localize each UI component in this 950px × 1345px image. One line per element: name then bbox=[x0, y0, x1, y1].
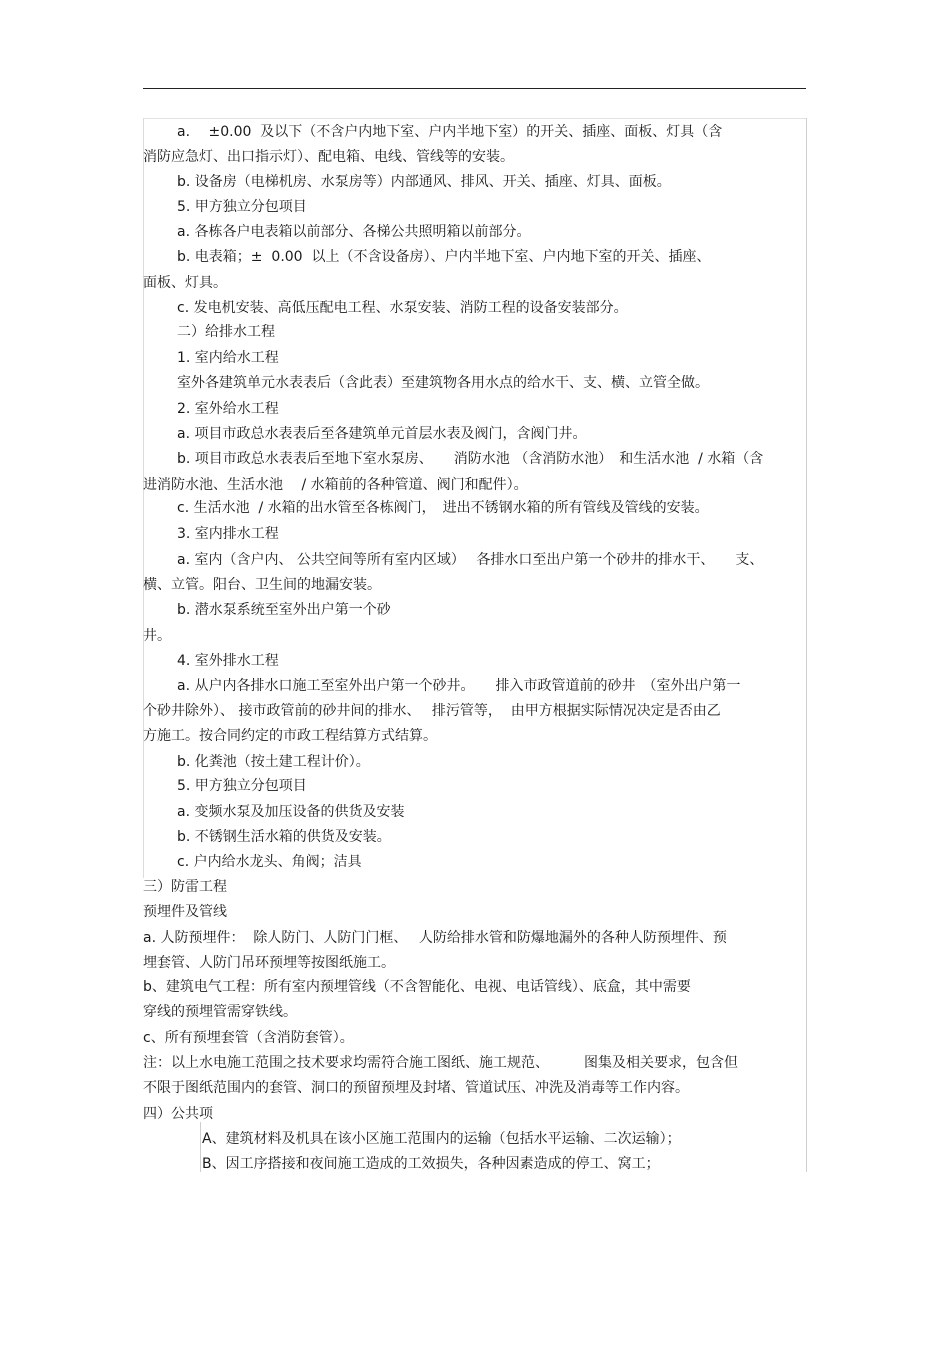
text-line: c. 生活水池 / 水箱的出水管至各栋阀门， 进出不锈钢水箱的所有管线及管线的安装。 bbox=[177, 500, 709, 516]
text-line: 穿线的预埋管需穿铁线。 bbox=[143, 1004, 297, 1020]
text-line: a. 项目市政总水表表后至各建筑单元首层水表及阀门，含阀门井。 bbox=[177, 426, 587, 442]
text-line: 5. 甲方独立分包项目 bbox=[177, 199, 307, 215]
text-line: 消防应急灯、出口指示灯）、配电箱、电线、管线等的安装。 bbox=[143, 149, 514, 165]
frame-right bbox=[806, 118, 807, 1172]
text-line: A、建筑材料及机具在该小区施工范围内的运输（包括水平运输、二次运输）； bbox=[202, 1131, 681, 1147]
text-line: 5. 甲方独立分包项目 bbox=[177, 778, 307, 794]
text-line: b. 电表箱；± 0.00 以上（不含设备房）、户内半地下室、户内地下室的开关、插座、 bbox=[177, 249, 711, 265]
text-line: a. 人防预埋件： 除人防门、人防门门框、 人防给排水管和防爆地漏外的各种人防预埋件、预 bbox=[143, 930, 727, 946]
text-line: 井。 bbox=[143, 628, 171, 644]
text-line: 2. 室外给水工程 bbox=[177, 401, 279, 417]
text-line: b. 潜水泵系统至室外出户第一个砂 bbox=[177, 602, 391, 618]
text-line: b. 不锈钢生活水箱的供货及安装。 bbox=[177, 829, 391, 845]
text-line: 三）防雷工程 bbox=[143, 879, 227, 895]
text-line: a. 从户内各排水口施工至室外出户第一个砂井。 排入市政管道前的砂井 （室外出户第一 bbox=[177, 678, 741, 694]
text-line: a. 各栋各户电表箱以前部分、各梯公共照明箱以前部分。 bbox=[177, 224, 531, 240]
text-line: b、建筑电气工程：所有室内预埋管线（不含智能化、电视、电话管线）、底盒，其中需要 bbox=[143, 979, 691, 995]
text-line: a. ±0.00 及以下（不含户内地下室、户内半地下室）的开关、插座、面板、灯具（含 bbox=[177, 124, 723, 140]
text-line: 横、立管。阳台、卫生间的地漏安装。 bbox=[143, 577, 381, 593]
text-line: c. 发电机安装、高低压配电工程、水泵安装、消防工程的设备安装部分。 bbox=[177, 300, 628, 316]
text-line: 方施工。按合同约定的市政工程结算方式结算。 bbox=[143, 728, 437, 744]
text-line: a. 变频水泵及加压设备的供货及安装 bbox=[177, 804, 405, 820]
text-line: 个砂井除外）、 接市政管前的砂井间的排水、 排污管等， 由甲方根据实际情况决定是否由乙 bbox=[143, 703, 721, 719]
frame-left-lower bbox=[200, 1122, 201, 1172]
header-rule bbox=[143, 88, 806, 89]
text-line: c. 户内给水龙头、角阀；洁具 bbox=[177, 854, 362, 870]
text-line: 四）公共项 bbox=[143, 1106, 213, 1122]
text-line: 进消防水池、生活水池 / 水箱前的各种管道、阀门和配件）。 bbox=[143, 477, 528, 493]
text-line: c、所有预埋套管（含消防套管）。 bbox=[143, 1030, 354, 1046]
frame-top bbox=[143, 118, 806, 119]
text-line: 预埋件及管线 bbox=[143, 904, 227, 920]
text-line: 注：以上水电施工范围之技术要求均需符合施工图纸、施工规范、 图集及相关要求，包含但 bbox=[143, 1055, 738, 1071]
text-line: 室外各建筑单元水表表后（含此表）至建筑物各用水点的给水干、支、横、立管全做。 bbox=[177, 375, 709, 391]
text-line: 不限于图纸范围内的套管、洞口的预留预埋及封堵、管道试压、冲洗及消毒等工作内容。 bbox=[143, 1080, 689, 1096]
frame-left bbox=[143, 118, 144, 878]
text-line: 埋套管、人防门吊环预埋等按图纸施工。 bbox=[143, 955, 395, 971]
text-line: a. 室内（含户内、 公共空间等所有室内区域） 各排水口至出户第一个砂井的排水干、 支、 bbox=[177, 552, 764, 568]
text-line: 4. 室外排水工程 bbox=[177, 653, 279, 669]
text-line: 1. 室内给水工程 bbox=[177, 350, 279, 366]
text-line: 二）给排水工程 bbox=[177, 324, 275, 340]
text-line: b. 设备房（电梯机房、水泵房等）内部通风、排风、开关、插座、灯具、面板。 bbox=[177, 174, 671, 190]
text-line: 3. 室内排水工程 bbox=[177, 526, 279, 542]
text-line: 面板、灯具。 bbox=[143, 275, 227, 291]
text-line: b. 化粪池（按土建工程计价）。 bbox=[177, 754, 370, 770]
text-line: B、因工序搭接和夜间施工造成的工效损失，各种因素造成的停工、窝工； bbox=[202, 1156, 660, 1172]
text-line: b. 项目市政总水表表后至地下室水泵房、 消防水池 （含消防水池） 和生活水池 / 水箱（含 bbox=[177, 451, 764, 467]
